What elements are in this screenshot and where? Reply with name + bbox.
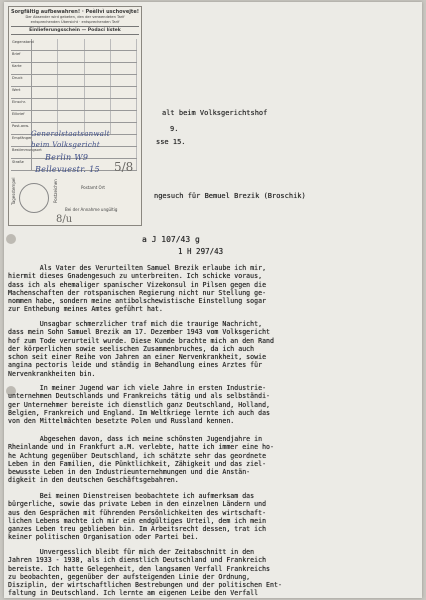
slip-side-label-right: Postzeichen: [53, 179, 58, 203]
slip-row: Karte: [11, 63, 137, 75]
date-line: 9.: [170, 125, 179, 133]
addressee-line: alt beim Volksgerichtshof: [162, 109, 268, 117]
slip-row: Brief: [11, 51, 137, 63]
slip-row: Einschr.: [11, 99, 137, 111]
slip-footer-label: Postamt Ort: [81, 185, 105, 190]
slip-row: Bestimmungsort: [11, 147, 137, 159]
slip-row: Eilbrief: [11, 111, 137, 123]
handwritten-recipient-2: beim Volksgericht: [31, 141, 100, 149]
reference-1: a J 107/43 g: [142, 235, 200, 244]
postal-receipt-slip: [8, 6, 142, 226]
body-paragraph-4: Abgesehen davon, dass ich meine schönsten Jugendjahre in Rheinlande und in Frankfurt a.M. verlebte, hatte ich immer eine ho- he Achtung gegenüber Deutschland, ich schätzte sehr das geordnete Leben in den Familien, die Pünktlichkeit, Zähigkeit und das ziel- bewusste Leben in den Industrieunternehmungen und die Anstän- digkeit in den deutschen Geschäftsgebahren.: [8, 435, 274, 485]
body-paragraph-2: Unsagbar schmerzlicher traf mich die traurige Nachricht, dass mein Sohn Samuel Brezik am 17. Dezember 1943 vom Volksgericht hof zum Tode verurteilt wurde. Diese Kunde brachte mich an den Rand der körperlichen sowie seelischen Zusammenbruches, da ich auch schon seit einer Reihe von Jahren an einer Nervenkrankheit, sowie angina pectoris leide und ständig in Behandlung eines Arztes für Nervenkrankheiten bin.: [8, 320, 274, 378]
slip-side-label-left: Tagesstempel: [11, 177, 16, 205]
slip-title: Einlieferungsschein — Podací lístek: [11, 26, 139, 35]
street-line: sse 15.: [156, 138, 186, 146]
body-paragraph-5: Bei meinen Dienstreisen beobachtete ich aufmerksam das bürgerliche, sowie das private Leben in den einzelnen Ländern und aus den Gesprächen mit führenden Persönlichkeiten des wirtschaft- lichen Lebens machte ich mir ein endgültiges Urteil, dem ich mein ganzes Leben treu geblieben bin. Im Arbeitsrecht dessen, trat ich keiner politischen Organisation oder Partei bei.: [8, 492, 267, 542]
slip-bottom-note: Bei der Annahme ungültig: [65, 207, 118, 212]
body-paragraph-6: Unvergesslich bleibt für mich der Zeitabschnitt in den Jahren 1933 - 1938, als ich dienstlich Deutschland und Frankreich bereiste. Ich hatte Gelegenheit, den langsamen Verfall Frankreichs zu beobachten, gegenüber der aufsteigenden Linie der Ordnung, Disziplin, der wirtschaftlichen Bestrebungen und der politischen Ent- faltung in Deutschland. Ich lernte am eigenen Leibe den Verfall: [8, 548, 282, 598]
slip-instruction: Der Absender wird gebeten, den der verwendeten Tarif entsprechenden Übersicht · entsprechenden Tarif: [25, 15, 125, 24]
handwritten-city: Berlin W9: [45, 153, 89, 162]
punch-hole-top: [6, 234, 16, 244]
handwritten-recipient-1: Generalstaatsanwalt: [31, 130, 110, 138]
handwritten-street: Bellevuestr. 15: [35, 165, 100, 174]
document-page: [4, 2, 422, 598]
body-paragraph-1: Als Vater des Verurteilten Samuel Brezik erlaube ich mir, hiermit dieses Gnadengesuch zu unterbreiten. Ich schicke voraus, dass ich als ehemaliger spanischer Vizekonsul in Pilsen gegen die Machenschaften der rotspanischen Regierung nicht nur Stellung ge- nommen habe, sondern meine antibolschewistische Einstellung sogar zur Enthebung meines Amtes geführt hat.: [8, 264, 267, 314]
slip-header: Sorgfältig aufbewahren! · Peèlivì uschovejte!: [11, 9, 139, 15]
slip-row: Druck: [11, 75, 137, 87]
slip-row: Gegenstand: [11, 39, 137, 51]
slip-row: Empfänger: [11, 135, 137, 147]
subject-line: ngesuch für Bemuel Brezik (Broschik): [154, 192, 306, 200]
reference-2: 1 H 297/43: [178, 247, 224, 256]
slip-grid: [11, 39, 137, 171]
margin-mark-1: 5/8: [114, 160, 134, 174]
slip-row: Post-anw.: [11, 123, 137, 135]
body-paragraph-3: In meiner Jugend war ich viele Jahre in ersten Industrie- unternehmen Deutschlands und Frankreichs tätig und als selbständi- ger Unternehmer bereiste ich dienstlich ganz Deutschland, Holland, Belgien, Frankreich und England. Im Weltkriege lernte ich auch das von den Mittelmächten besetzte Polen und Russland kennen.: [8, 384, 271, 426]
margin-mark-2: 8/u: [56, 214, 73, 225]
postmark-circle: [19, 183, 49, 213]
slip-row: Wert: [11, 87, 137, 99]
slip-row: Straße: [11, 159, 137, 171]
